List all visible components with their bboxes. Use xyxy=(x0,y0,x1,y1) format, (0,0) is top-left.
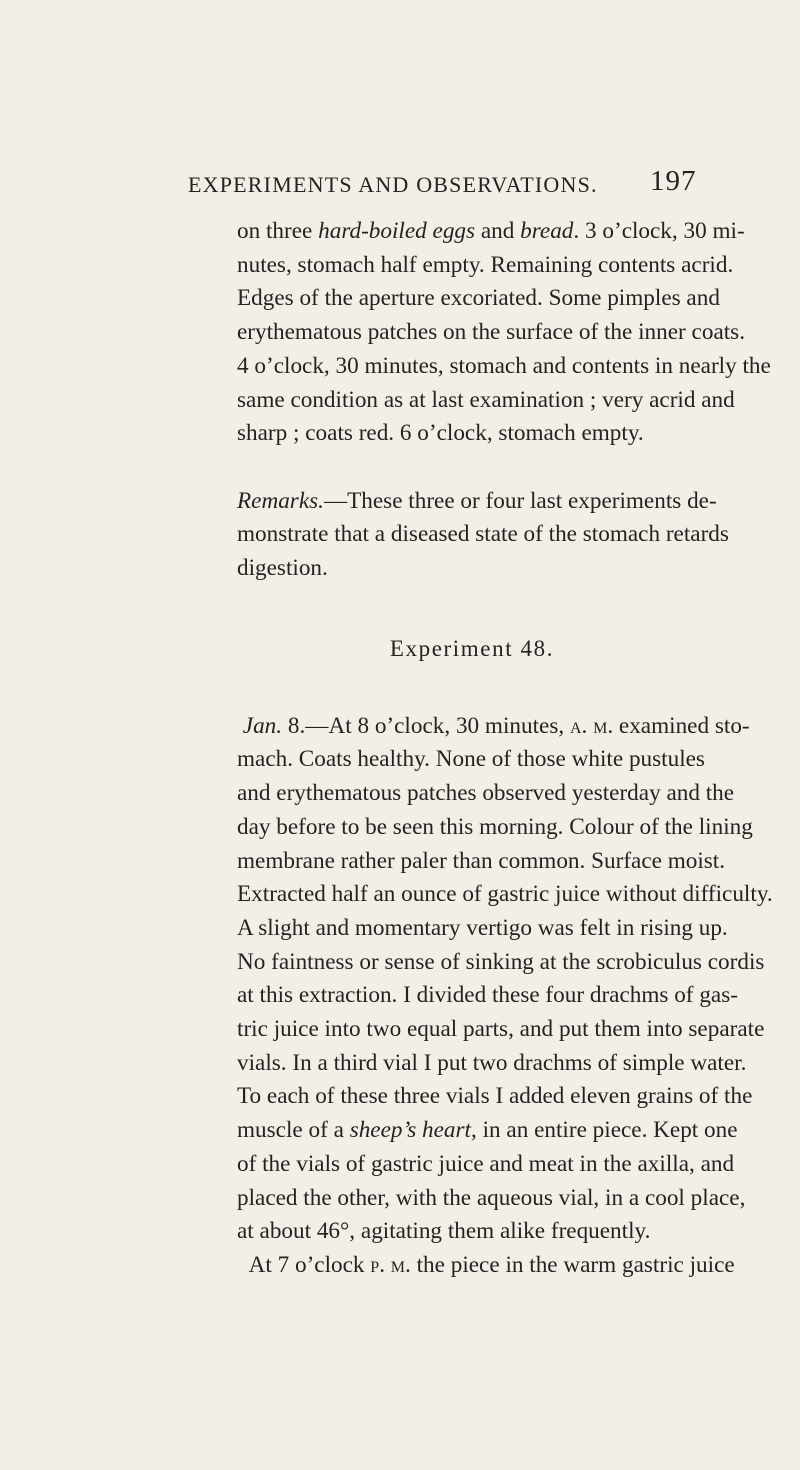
text-line: Extracted half an ounce of gastric juice without difficulty. xyxy=(237,881,773,908)
text-line: Jan. 8.—At 8 o’clock, 30 minutes, a. m. examined sto- xyxy=(242,712,750,739)
text-line: day before to be seen this morning. Colour of the lining xyxy=(237,813,753,840)
page-number: 197 xyxy=(650,165,697,197)
paragraph-1 xyxy=(237,215,771,451)
text-line: tric juice into two equal parts, and put them into separate xyxy=(237,1016,765,1043)
running-head xyxy=(188,165,697,198)
text-line: Remarks.—These three or four last experiments de- xyxy=(237,487,717,514)
text-line: nutes, stomach half empty. Remaining contents acrid. xyxy=(237,251,734,278)
text-line: mach. Coats healthy. None of those white pustules xyxy=(237,746,705,773)
text-line: At 7 o’clock p. m. the piece in the warm gastric juice xyxy=(237,1251,735,1278)
text-line: monstrate that a diseased state of the stomach retards xyxy=(237,521,729,548)
text-line: To each of these three vials I added eleven grains of the xyxy=(237,1083,753,1110)
paragraph-3 xyxy=(237,710,773,1283)
text-line: digestion. xyxy=(237,555,328,582)
text-line: at this extraction. I divided these four drachms of gas- xyxy=(237,982,738,1009)
text-line: A slight and momentary vertigo was felt in rising up. xyxy=(237,914,728,941)
text-line: sharp ; coats red. 6 o’clock, stomach empty. xyxy=(237,420,644,447)
text-line: on three hard-boiled eggs and bread. 3 o’clock, 30 mi- xyxy=(237,218,745,244)
text-line: muscle of a sheep’s heart, in an entire piece. Kept one xyxy=(237,1117,738,1144)
text-line: and erythematous patches observed yesterday and the xyxy=(237,780,735,807)
text-line: vials. In a third vial I put two drachms of simple water. xyxy=(237,1049,747,1076)
text-line: 4 o’clock, 30 minutes, stomach and contents in nearly the xyxy=(237,352,771,379)
text-line: same condition as at last examination ; very acrid and xyxy=(237,386,735,413)
text-line: of the vials of gastric juice and meat in the axilla, and xyxy=(237,1150,735,1177)
text-line: No faintness or sense of sinking at the scrobiculus cordis xyxy=(237,948,765,975)
text-line: at about 46°, agitating them alike frequently. xyxy=(237,1218,651,1245)
paragraph-2 xyxy=(237,485,729,586)
body-text xyxy=(237,215,773,1283)
text-line: Edges of the aperture excoriated. Some pimples and xyxy=(237,285,720,312)
text-line: membrane rather paler than common. Surface moist. xyxy=(237,847,726,874)
text-line: placed the other, with the aqueous vial, in a cool place, xyxy=(237,1184,746,1211)
running-head-title: EXPERIMENTS AND OBSERVATIONS. xyxy=(188,172,598,197)
text-line: erythematous patches on the surface of the inner coats. xyxy=(237,319,745,346)
section-heading: Experiment 48. xyxy=(389,635,555,661)
